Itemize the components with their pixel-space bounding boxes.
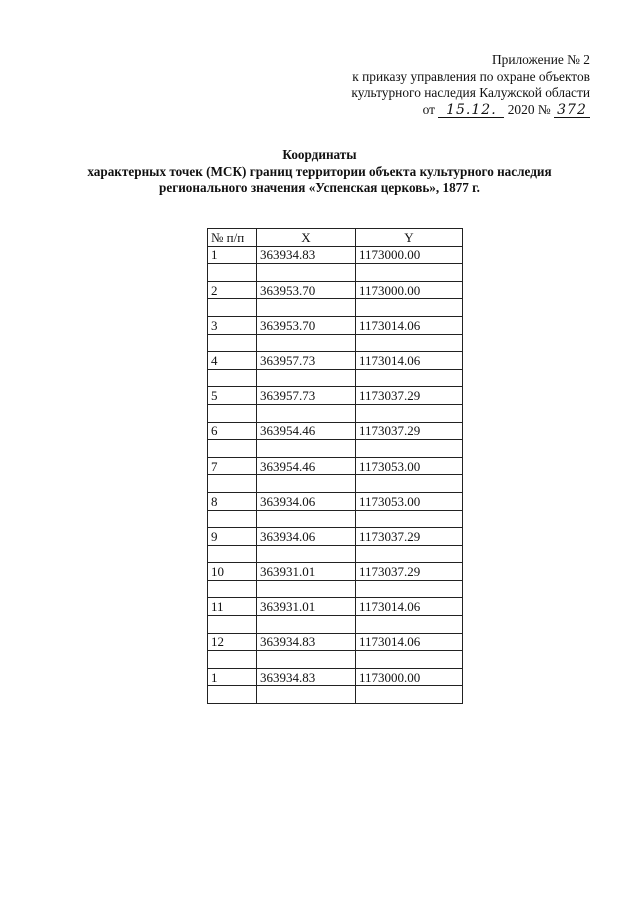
y-coordinate-cell xyxy=(356,686,463,704)
point-number-cell: 1 xyxy=(208,246,257,264)
table-row xyxy=(208,545,463,563)
y-coordinate-cell xyxy=(356,264,463,282)
y-coordinate-cell xyxy=(356,510,463,528)
point-number-cell xyxy=(208,686,257,704)
handwritten-order-number: 372 xyxy=(554,103,590,118)
x-coordinate-cell: 363934.06 xyxy=(257,492,356,510)
y-coordinate-cell: 1173014.06 xyxy=(356,352,463,370)
y-coordinate-cell: 1173014.06 xyxy=(356,633,463,651)
handwritten-date: 15.12. xyxy=(438,103,504,118)
table-row xyxy=(208,668,463,686)
point-number-cell xyxy=(208,616,257,634)
point-number-cell xyxy=(208,264,257,282)
table-row xyxy=(208,510,463,528)
y-coordinate-cell xyxy=(356,404,463,422)
y-coordinate-cell xyxy=(356,545,463,563)
appendix-header xyxy=(351,52,590,118)
y-coordinate-cell xyxy=(356,475,463,493)
x-coordinate-cell: 363934.83 xyxy=(257,668,356,686)
from-label: от xyxy=(422,101,436,117)
y-coordinate-cell xyxy=(356,580,463,598)
point-number-cell: 8 xyxy=(208,492,257,510)
table-row xyxy=(208,246,463,264)
point-number-cell xyxy=(208,369,257,387)
table-row xyxy=(208,475,463,493)
point-number-cell: 1 xyxy=(208,668,257,686)
y-coordinate-cell xyxy=(356,651,463,669)
x-coordinate-cell xyxy=(257,299,356,317)
y-coordinate-cell xyxy=(356,440,463,458)
x-coordinate-cell: 363934.83 xyxy=(257,633,356,651)
y-coordinate-cell xyxy=(356,616,463,634)
point-number-cell xyxy=(208,334,257,352)
x-coordinate-cell: 363934.83 xyxy=(257,246,356,264)
table-body xyxy=(208,246,463,703)
y-coordinate-cell xyxy=(356,369,463,387)
year-label: 2020 № xyxy=(507,101,551,117)
table-row xyxy=(208,598,463,616)
y-coordinate-cell: 1173037.29 xyxy=(356,528,463,546)
title-line-1: Координаты xyxy=(282,147,357,162)
x-coordinate-cell xyxy=(257,369,356,387)
point-number-cell: 2 xyxy=(208,281,257,299)
y-coordinate-cell: 1173000.00 xyxy=(356,281,463,299)
x-coordinate-cell: 363954.46 xyxy=(257,457,356,475)
x-coordinate-cell xyxy=(257,616,356,634)
point-number-cell: 7 xyxy=(208,457,257,475)
y-coordinate-cell: 1173053.00 xyxy=(356,492,463,510)
x-coordinate-cell xyxy=(257,580,356,598)
table-row xyxy=(208,492,463,510)
table-row xyxy=(208,316,463,334)
order-date-line xyxy=(351,102,590,119)
column-header-x: X xyxy=(257,229,356,247)
point-number-cell xyxy=(208,404,257,422)
authority-name: культурного наследия Калужской области xyxy=(351,85,590,100)
table-row xyxy=(208,299,463,317)
point-number-cell xyxy=(208,545,257,563)
point-number-cell: 3 xyxy=(208,316,257,334)
y-coordinate-cell xyxy=(356,299,463,317)
table-row xyxy=(208,334,463,352)
table-row xyxy=(208,528,463,546)
x-coordinate-cell: 363957.73 xyxy=(257,387,356,405)
title-line-3: регионального значения «Успенская церковь», 1877 г. xyxy=(159,180,480,195)
table-row xyxy=(208,281,463,299)
table-row xyxy=(208,264,463,282)
table-header-row xyxy=(208,229,463,247)
table-row xyxy=(208,580,463,598)
appendix-number: Приложение № 2 xyxy=(491,52,590,67)
x-coordinate-cell: 363931.01 xyxy=(257,563,356,581)
x-coordinate-cell xyxy=(257,545,356,563)
point-number-cell: 12 xyxy=(208,633,257,651)
point-number-cell: 6 xyxy=(208,422,257,440)
x-coordinate-cell xyxy=(257,475,356,493)
point-number-cell xyxy=(208,580,257,598)
table-row xyxy=(208,404,463,422)
table-row xyxy=(208,352,463,370)
y-coordinate-cell: 1173053.00 xyxy=(356,457,463,475)
point-number-cell xyxy=(208,510,257,528)
table-row xyxy=(208,686,463,704)
table-row xyxy=(208,387,463,405)
title-line-2: характерных точек (МСК) границ территории объекта культурного наследия xyxy=(87,163,552,179)
x-coordinate-cell: 363953.70 xyxy=(257,281,356,299)
table-row xyxy=(208,616,463,634)
point-number-cell: 10 xyxy=(208,563,257,581)
y-coordinate-cell: 1173000.00 xyxy=(356,668,463,686)
point-number-cell: 11 xyxy=(208,598,257,616)
x-coordinate-cell xyxy=(257,440,356,458)
y-coordinate-cell xyxy=(356,334,463,352)
x-coordinate-cell xyxy=(257,686,356,704)
column-header-y: Y xyxy=(356,229,463,247)
column-header-number: № п/п xyxy=(208,229,257,247)
point-number-cell xyxy=(208,440,257,458)
coordinates-table xyxy=(207,228,463,704)
table-row xyxy=(208,457,463,475)
y-coordinate-cell: 1173014.06 xyxy=(356,598,463,616)
point-number-cell xyxy=(208,475,257,493)
x-coordinate-cell xyxy=(257,334,356,352)
x-coordinate-cell: 363957.73 xyxy=(257,352,356,370)
x-coordinate-cell: 363953.70 xyxy=(257,316,356,334)
point-number-cell: 4 xyxy=(208,352,257,370)
y-coordinate-cell: 1173037.29 xyxy=(356,387,463,405)
x-coordinate-cell xyxy=(257,404,356,422)
point-number-cell: 5 xyxy=(208,387,257,405)
x-coordinate-cell xyxy=(257,510,356,528)
point-number-cell xyxy=(208,651,257,669)
x-coordinate-cell: 363931.01 xyxy=(257,598,356,616)
document-title xyxy=(0,147,639,197)
y-coordinate-cell: 1173000.00 xyxy=(356,246,463,264)
order-reference-line: к приказу управления по охране объектов xyxy=(352,68,590,84)
x-coordinate-cell: 363954.46 xyxy=(257,422,356,440)
y-coordinate-cell: 1173037.29 xyxy=(356,563,463,581)
table-row xyxy=(208,633,463,651)
table-row xyxy=(208,422,463,440)
point-number-cell: 9 xyxy=(208,528,257,546)
table-row xyxy=(208,369,463,387)
table-row xyxy=(208,563,463,581)
y-coordinate-cell: 1173037.29 xyxy=(356,422,463,440)
y-coordinate-cell: 1173014.06 xyxy=(356,316,463,334)
point-number-cell xyxy=(208,299,257,317)
x-coordinate-cell xyxy=(257,651,356,669)
x-coordinate-cell xyxy=(257,264,356,282)
x-coordinate-cell: 363934.06 xyxy=(257,528,356,546)
table-row xyxy=(208,651,463,669)
table-row xyxy=(208,440,463,458)
